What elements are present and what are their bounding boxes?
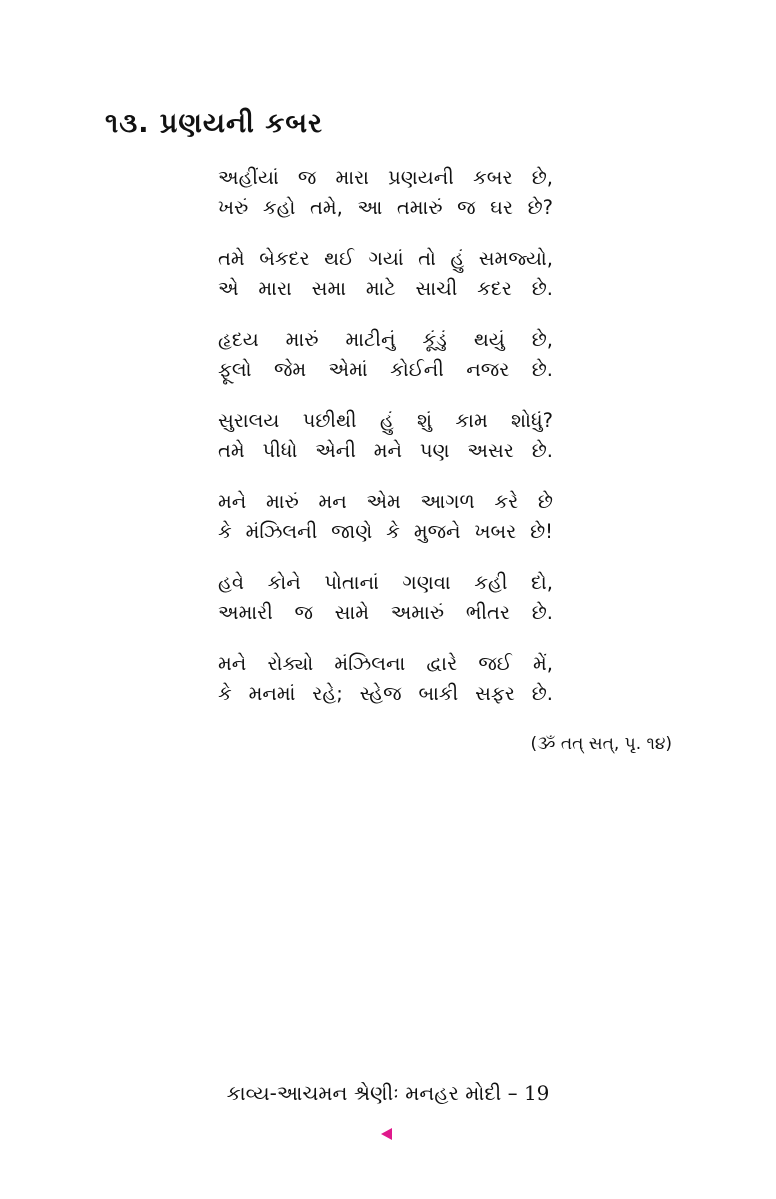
stanza — [218, 163, 553, 223]
poem-line: ખરું કહો તમે, આ તમારું જ ઘર છે? — [218, 196, 553, 219]
poem-line: હૃદય મારું માટીનું કૂંડું થયું છે, — [218, 328, 553, 351]
poem-line: કે મનમાં રહે; સ્હેજ બાકી સફર છે. — [218, 682, 553, 705]
poem-line: અહીંયાં જ મારા પ્રણયની કબર છે, — [218, 166, 553, 189]
poem-line: એ મારા સમા માટે સાચી કદર છે. — [218, 277, 553, 300]
poem-line: સુરાલય પછીથી હું શું કામ શોધું? — [218, 409, 553, 432]
source-citation: (ૐ તત્ સત્, પૃ. ૧૪) — [530, 734, 672, 754]
footer-separator: – — [501, 1081, 524, 1105]
stanza — [218, 487, 553, 547]
poem-line: હવે કોને પોતાનાં ગણવા કહી દો, — [218, 571, 553, 594]
stanza — [218, 406, 553, 466]
stanza — [218, 568, 553, 628]
poem-line: અમારી જ સામે અમારું ભીતર છે. — [218, 601, 553, 624]
poem-body — [218, 163, 553, 730]
poem-line: તમે પીધો એની મને પણ અસર છે. — [218, 439, 553, 462]
previous-page-icon[interactable] — [381, 1128, 392, 1140]
poem-line: કે મંઝિલની જાણે કે મુજને ખબર છે! — [218, 520, 553, 543]
page-number: 19 — [523, 1081, 550, 1105]
stanza — [218, 649, 553, 709]
poem-line: મને રોક્યો મંઝિલના દ્વારે જઈ મેં, — [218, 652, 553, 675]
poem-line: મને મારું મન એમ આગળ કરે છે — [218, 490, 553, 513]
poem-line: તમે બેકદર થઈ ગયાં તો હું સમજ્યો, — [218, 247, 553, 270]
stanza — [218, 244, 553, 304]
stanza — [218, 325, 553, 385]
page-footer — [0, 1081, 776, 1105]
footer-series-title: કાવ્ય-આચમન શ્રેણીઃ મનહર મોદી — [226, 1081, 502, 1105]
poem-title: ૧૩. પ્રણયની કબર — [105, 108, 323, 139]
poem-line: ફૂલો જેમ એમાં કોઈની નજર છે. — [218, 358, 553, 381]
